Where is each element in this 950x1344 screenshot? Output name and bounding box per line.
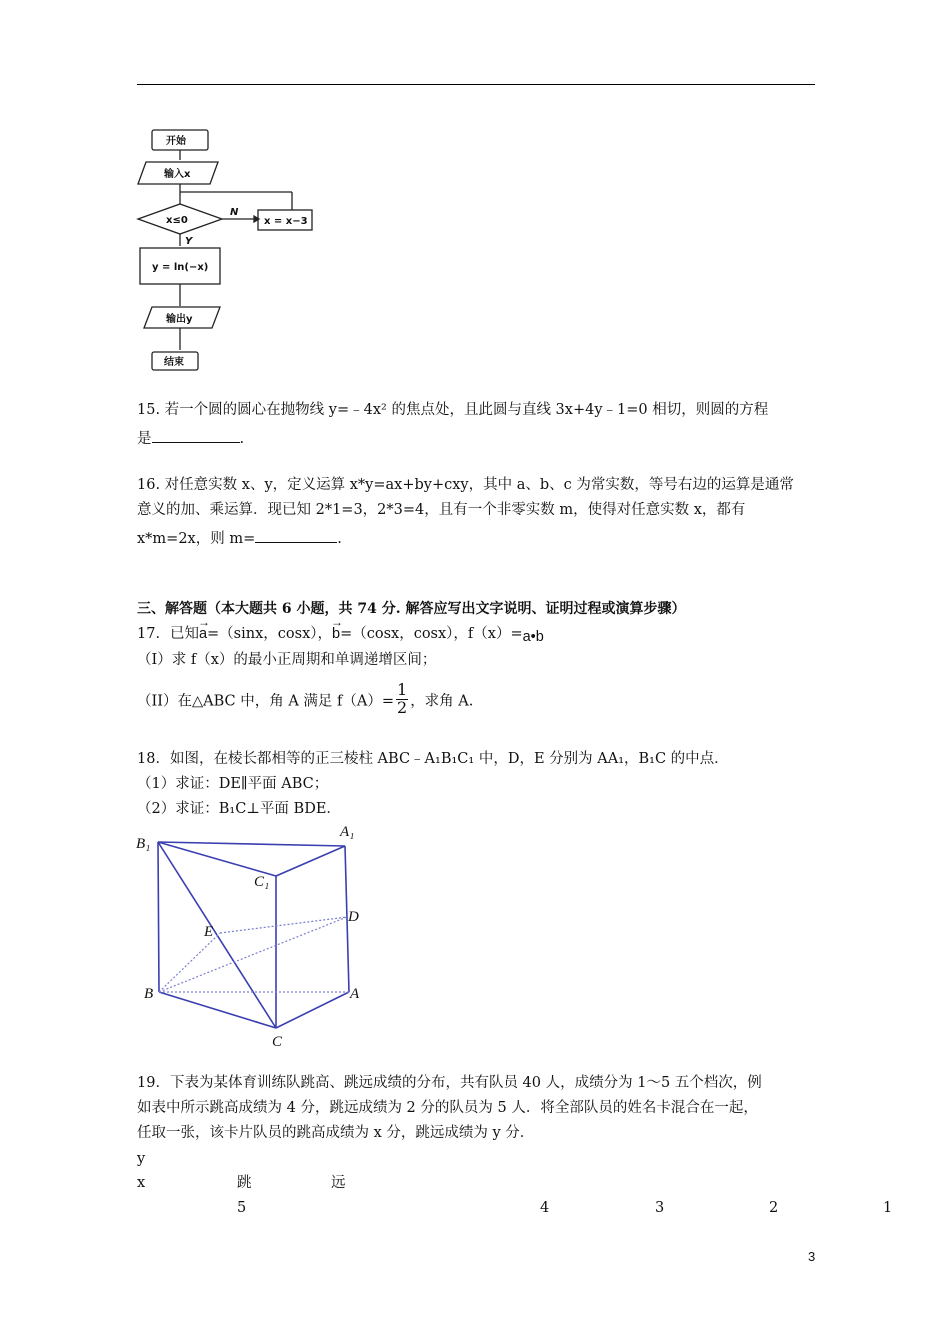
q19-line1: 19．下表为某体育训练队跳高、跳远成绩的分布，共有队员 40 人，成绩分为 1～5 五个档次，例	[137, 1075, 762, 1091]
section3-heading: 三、解答题（本大题共 6 小题，共 74 分. 解答应写出文字说明、证明过程或演算步骤）	[137, 601, 686, 617]
q16-answer-blank	[255, 528, 337, 543]
label-B1: B₁	[136, 836, 151, 852]
flowchart-end-label: 结束	[164, 357, 184, 368]
fraction-denominator: 2	[397, 697, 408, 717]
flowchart-yes-label: Y	[185, 236, 193, 247]
q19-line3: 任取一张，该卡片队员的跳高成绩为 x 分，跳远成绩为 y 分．	[137, 1125, 535, 1141]
label-B: B	[144, 986, 154, 1002]
flowchart-no-label: N	[230, 207, 239, 218]
table-y-label: y	[137, 1151, 146, 1167]
q16-line1: 16. 对任意实数 x、y，定义运算 x*y=ax+by+cxy，其中 a、b、c 为常实数，等号右边的运算是通常	[137, 477, 794, 493]
q17-part1: （I）求 f（x）的最小正周期和单调递增区间；	[137, 652, 437, 668]
table-col-3: 3	[655, 1200, 665, 1216]
page-number: 3	[808, 1249, 816, 1264]
q16-suffix: .	[337, 531, 342, 547]
header-rule	[137, 84, 815, 85]
q15-line1: 15. 若一个圆的圆心在抛物线 y=﹣4x² 的焦点处，且此圆与直线 3x+4y﹣1=0 相切，则圆的方程	[137, 402, 769, 418]
q15-prefix: 是	[137, 431, 152, 447]
label-A1: A₁	[340, 824, 355, 840]
table-col-1: 1	[883, 1200, 893, 1216]
flowchart-condition-label: x≤0	[166, 215, 188, 226]
q17-a-value: =（sinx，cosx），	[207, 626, 332, 642]
fraction-one-half	[396, 682, 408, 717]
q17-dot-product: a•b	[522, 629, 544, 645]
label-D: D	[348, 909, 359, 925]
flowchart-output-label: 输出y	[166, 314, 193, 325]
fraction-numerator: 1	[397, 680, 408, 699]
q18-part1: （1）求证：DE∥平面 ABC；	[137, 776, 329, 792]
flowchart-start-label: 开始	[166, 136, 186, 147]
q18-part2: （2）求证：B₁C⊥平面 BDE．	[137, 801, 341, 817]
prism-figure	[130, 820, 370, 1052]
q16-prefix: x*m=2x，则 m=	[137, 531, 256, 547]
q18-line1: 18．如图，在棱长都相等的正三棱柱 ABC﹣A₁B₁C₁ 中，D，E 分别为 AA₁，B₁C 的中点．	[137, 751, 729, 767]
table-col-4: 4	[540, 1200, 550, 1216]
q16-line3	[137, 528, 342, 547]
table-header-yuan: 远	[331, 1175, 346, 1191]
q19-line2: 如表中所示跳高成绩为 4 分，跳远成绩为 2 分的队员为 5 人．将全部队员的姓名卡混合在一起，	[137, 1100, 758, 1116]
vector-b: → b	[332, 627, 340, 642]
q16-line2: 意义的加、乘运算．现已知 2*1=3，2*3=4，且有一个非零实数 m，使得对任意实数 x，都有	[137, 502, 746, 518]
table-x-label: x	[137, 1175, 146, 1191]
q15-line2	[137, 428, 244, 447]
q17-part2-suffix: ，求角 A.	[410, 693, 474, 710]
q17-prefix: 17．已知	[137, 626, 199, 642]
flowchart-loop-label: x = x−3	[264, 216, 308, 227]
vector-a: → a	[199, 627, 207, 642]
q15-answer-blank	[152, 428, 240, 443]
label-C: C	[272, 1034, 283, 1050]
q17-b-value: =（cosx，cosx），f（x）=	[340, 626, 523, 642]
flowchart-input-label: 输入x	[164, 169, 191, 180]
table-header-tiao: 跳	[237, 1175, 252, 1191]
q17-part2-prefix: （II）在△ABC 中，角 A 满足 f（A）=	[137, 693, 394, 710]
label-A: A	[350, 986, 360, 1002]
q17-line1	[137, 626, 544, 645]
table-col-2: 2	[769, 1200, 779, 1216]
flowchart-compute-label: y = ln(−x)	[152, 262, 209, 273]
q17-part2	[137, 680, 474, 719]
table-col-5: 5	[237, 1200, 247, 1216]
flowchart	[130, 122, 330, 377]
label-C1: C₁	[254, 874, 270, 890]
q15-suffix: .	[239, 431, 245, 447]
label-E: E	[204, 924, 214, 940]
